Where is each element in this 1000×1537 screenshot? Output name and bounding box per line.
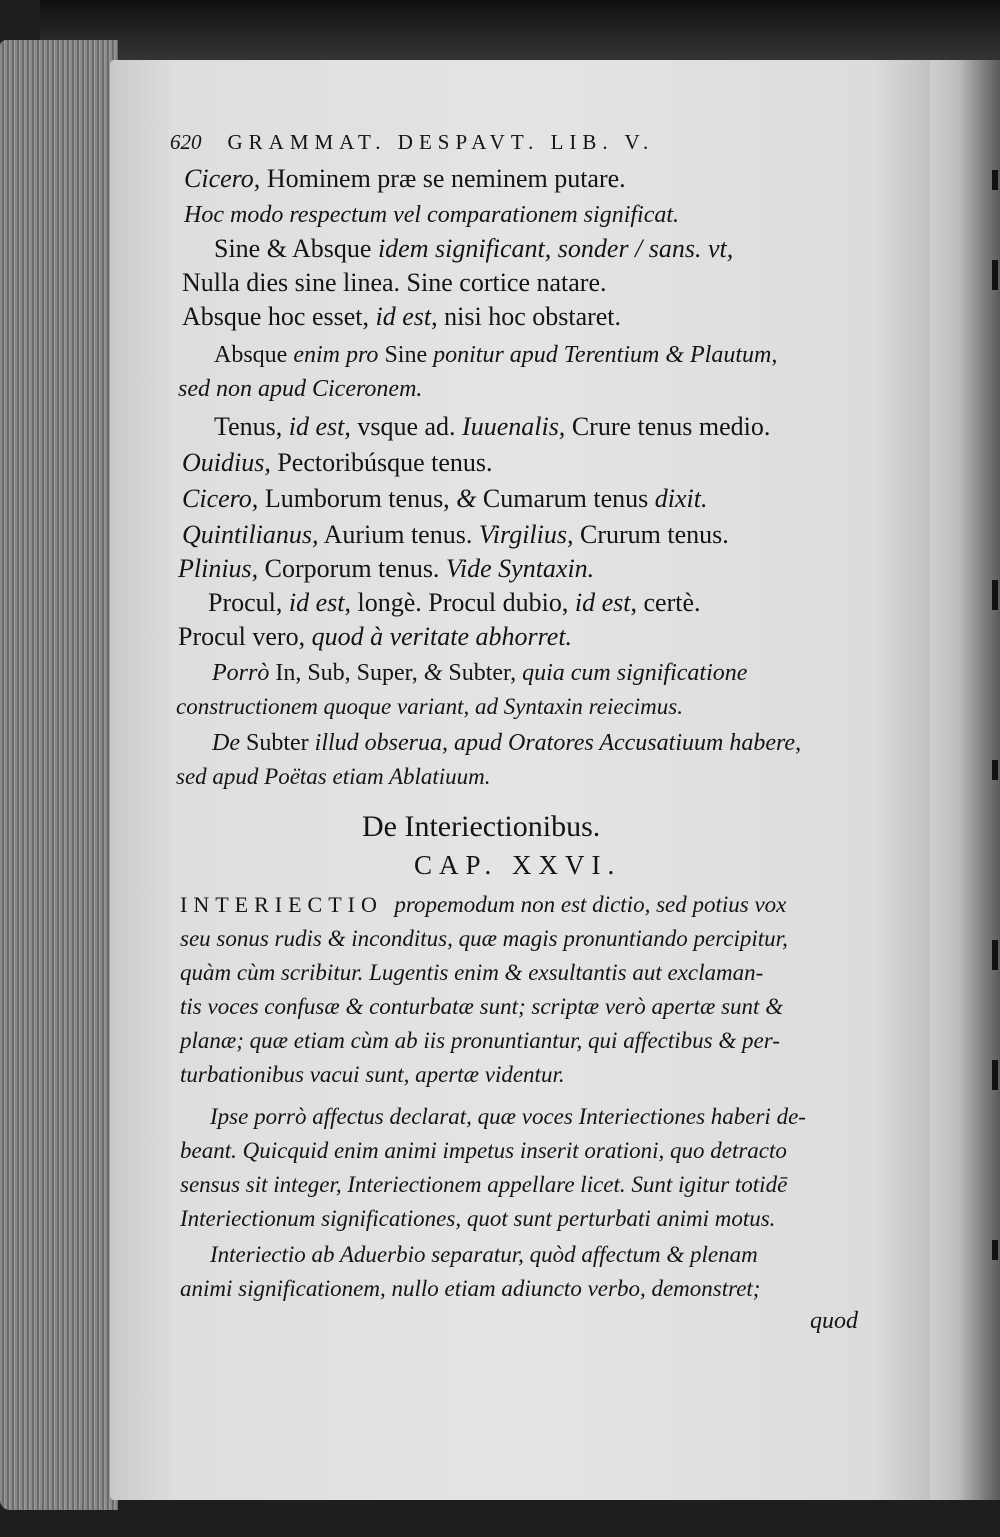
text-line: Plinius, Corporum tenus. Vide Syntaxin. (178, 554, 595, 583)
text-line: Interiectio ab Aduerbio separatur, quòd affectum & plenam (210, 1242, 758, 1267)
text-line: Hoc modo respectum vel comparationem significat. (184, 202, 680, 228)
catchword: quod (810, 1308, 858, 1334)
running-title: GRAMMAT. DESPAVT. LIB. V. (227, 130, 655, 154)
text-line: Cicero, Hominem præ se neminem putare. (184, 164, 626, 193)
text-line: Tenus, id est, vsque ad. Iuuenalis, Crure tenus medio. (214, 412, 771, 441)
text-line: constructionem quoque variant, ad Syntaxin reiecimus. (176, 694, 683, 719)
running-head (170, 130, 654, 155)
text-line: Absque hoc esset, id est, nisi hoc obstaret. (182, 302, 622, 331)
text-line: De Subter illud obserua, apud Oratores Accusatiuum habere, (212, 730, 802, 756)
text-line: Cicero, Lumborum tenus, & Cumarum tenus dixit. (182, 484, 708, 513)
text-line: sed apud Poëtas etiam Ablatiuum. (176, 764, 491, 789)
text-line: Sine & Absque idem significant, sonder / sans. vt, (214, 234, 734, 263)
text-line: tis voces confusæ & conturbatæ sunt; scriptæ verò apertæ sunt & (180, 994, 784, 1019)
text-line: seu sonus rudis & inconditus, quæ magis pronuntiando percipitur, (180, 926, 788, 951)
text-line: Absque enim pro Sine ponitur apud Terentium & Plautum, (214, 342, 778, 368)
text-line: Ouidius, Pectoribúsque tenus. (182, 448, 493, 477)
text-line: Porrò In, Sub, Super, & Subter, quia cum significatione (212, 660, 748, 686)
text-line: beant. Quicquid enim animi impetus inserit orationi, quo detracto (180, 1138, 787, 1163)
section-heading: De Interiectionibus. (362, 810, 601, 843)
text-line: Procul vero, quod à veritate abhorret. (178, 622, 573, 651)
text-line: animi significationem, nullo etiam adiuncto verbo, demonstret; (180, 1276, 761, 1301)
page-stack-edge (0, 40, 118, 1510)
text-line: planæ; quæ etiam cùm ab iis pronuntiantur, qui affectibus & per- (180, 1028, 780, 1053)
text-line: turbationibus vacui sunt, apertæ videntur. (180, 1062, 565, 1087)
chapter-number: CAP. XXVI. (414, 850, 622, 880)
text-line: Procul, id est, longè. Procul dubio, id est, certè. (208, 588, 701, 617)
text-line: Interiectionum significationes, quot sunt perturbati animi motus. (180, 1206, 776, 1231)
text-line: sed non apud Ciceronem. (178, 376, 423, 402)
text-line: Ipse porrò affectus declarat, quæ voces Interiectiones haberi de- (210, 1104, 806, 1129)
text-line: quàm cùm scribitur. Lugentis enim & exsultantis aut exclaman- (180, 960, 764, 985)
text-line: INTERIECTIO propemodum non est dictio, sed potius vox (180, 892, 787, 917)
text-line: Nulla dies sine linea. Sine cortice natare. (182, 268, 607, 297)
text-line: Quintilianus, Aurium tenus. Virgilius, Crurum tenus. (182, 520, 729, 549)
page-number: 620 (170, 130, 202, 154)
text-line: sensus sit integer, Interiectionem appellare licet. Sunt igitur totidē (180, 1172, 788, 1197)
facing-page-edge (930, 60, 1000, 1500)
